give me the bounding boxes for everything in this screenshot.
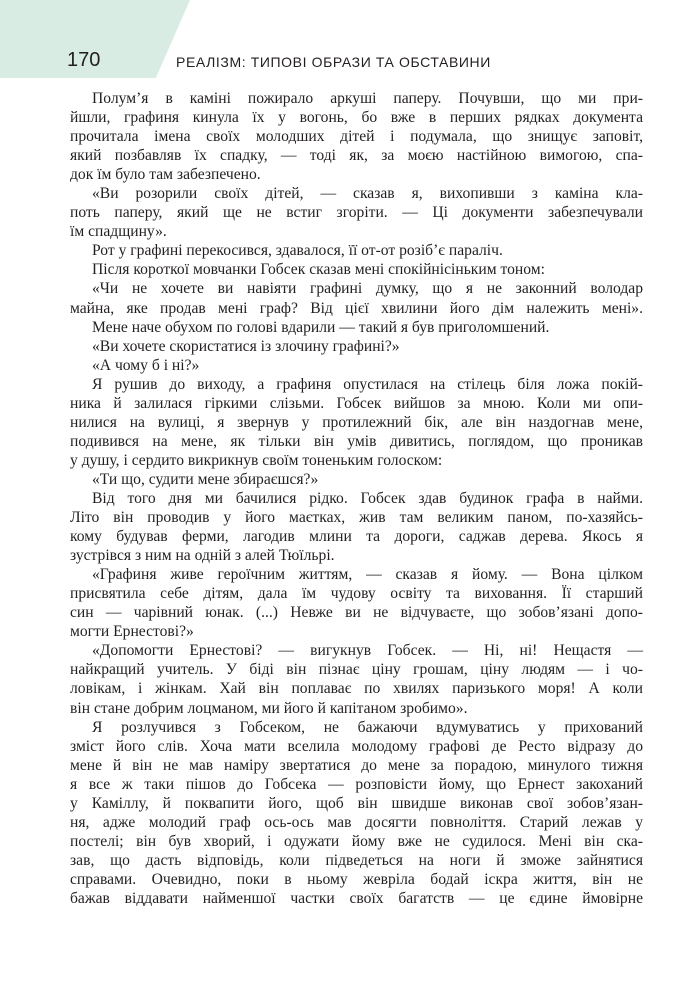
text-line: зміст його слів. Хоча мати вселила молодому графові де Ресто відразу до xyxy=(70,737,643,755)
text-line: Мене наче обухом по голові вдарили — такий я був приголомшений. xyxy=(92,318,550,336)
text-line: «Ви розорили своїх дітей, — сказав я, вихопивши з каміна кла- xyxy=(92,185,643,203)
text-line: док їм було там забезпечено. xyxy=(70,166,261,184)
text-line: ня, адже молодий граф ось-ось мав досягти повноліття. Старий лежав у xyxy=(70,813,643,831)
text-line: «Чи не хочете ви навіяти графині думку, що я не законний володар xyxy=(92,280,643,298)
text-line: кому будував ферми, лагодив млини та дороги, саджав дерева. Якось я xyxy=(70,528,643,546)
text-line: зустрівся з ним на одній з алей Тюїльрі. xyxy=(70,547,335,565)
text-line: який позбавляв їх спадку, — тоді як, за моєю настійною вимогою, спа- xyxy=(70,147,643,165)
text-line: «Ти що, судити мене збираєшся?» xyxy=(92,470,319,488)
text-line: бажав віддавати найменшої частки своїх багатств — це єдине ймовірне xyxy=(70,889,643,907)
text-line: Я розлучився з Гобсеком, не бажаючи вдумуватись у прихований xyxy=(92,718,643,736)
text-line: «Графиня живе героїчним життям, — сказав я йому. — Вона цілком xyxy=(92,566,643,584)
text-line: Полум’я в каміні пожирало аркуші паперу. Почувши, що ми при- xyxy=(92,90,643,107)
text-line: подивився на мене, як тільки він умів дивитись, поглядом, що проникав xyxy=(70,432,643,450)
text-line: прочитала імена своїх молодших дітей і подумала, що знищує заповіт, xyxy=(70,128,643,146)
text-line: йшли, графиня кинула їх у вогонь, бо вже в перших рядках документа xyxy=(70,109,643,127)
text-line: майна, яке продав мені граф? Від цієї хвилини його дім належить мені». xyxy=(70,299,643,317)
text-line: син — чарівний юнак. (...) Невже ви не відчуваєте, що зобов’язані допо- xyxy=(70,604,643,622)
text-line: «А чому б і ні?» xyxy=(92,356,200,374)
text-line: Після короткої мовчанки Гобсек сказав мені спокійнісіньким тоном: xyxy=(92,261,545,279)
text-line: Літо він проводив у його маєтках, жив там великим паном, по-хазяйсь- xyxy=(70,509,643,527)
text-line: «Допомогти Ернестові? — вигукнув Гобсек. — Ні, ні! Нещастя — xyxy=(92,642,643,660)
text-line: поть паперу, який ще не встиг згоріти. — Ці документи забезпечували xyxy=(70,204,643,222)
text-line: нилися на вулиці, я звернув у протилежний бік, але він наздогнав мене, xyxy=(70,413,643,431)
text-line: мене й він не мав наміру звертатися до мене за порадою, минулого тижня xyxy=(70,756,643,774)
text-line: Рот у графині перекосився, здавалося, її от-от розіб’є параліч. xyxy=(92,242,503,260)
text-line: ловікам, і жінкам. Хай він поплаває по хвилях паризького моря! А коли xyxy=(70,680,643,698)
text-line: у душу, і сердито викрикнув своїм тоненьким голоском: xyxy=(70,451,443,469)
text-line: їм спадщину». xyxy=(70,223,167,241)
text-line: він стане добрим лоцманом, ми його й капітаном зробимо». xyxy=(70,699,468,717)
text-line: справами. Очевидно, поки в ньому жевріла бодай іскра життя, він не xyxy=(70,870,643,888)
text-line: «Ви хочете скористатися із злочину графині?» xyxy=(92,337,400,355)
body-text xyxy=(70,89,643,908)
text-line: ника й залилася гіркими слізьми. Гобсек вийшов за мною. Коли ми опи- xyxy=(70,394,643,412)
text-line: Я рушив до виходу, а графиня опустилася на стілець біля ложа покій- xyxy=(92,375,643,393)
text-line: могти Ернестові?» xyxy=(70,623,194,641)
text-line: постелі; він був хворий, і одужати йому вже не судилося. Мені він ска- xyxy=(70,832,643,850)
text-line: я все ж таки пішов до Гобсека — розповісти йому, що Ернест закоханий xyxy=(70,775,643,793)
page-number: 170 xyxy=(67,49,101,71)
text-line: зав, що дасть відповідь, коли підведеться на ноги й зможе зайнятися xyxy=(70,851,643,869)
text-line: Від того дня ми бачилися рідко. Гобсек здав будинок графа в найми. xyxy=(92,489,643,507)
running-head: РЕАЛІЗМ: ТИПОВІ ОБРАЗИ ТА ОБСТАВИНИ xyxy=(176,54,491,70)
text-line: найкращий учитель. У біді він пізнає ціну грошам, ціну людям — і чо- xyxy=(70,661,643,679)
text-line: у Камiллу, й поквапити його, щоб він швидше виконав свої зобов’язан- xyxy=(70,794,643,812)
text-line: присвятила себе дітям, дала їм чудову освіту та виховання. Її старший xyxy=(70,585,643,603)
